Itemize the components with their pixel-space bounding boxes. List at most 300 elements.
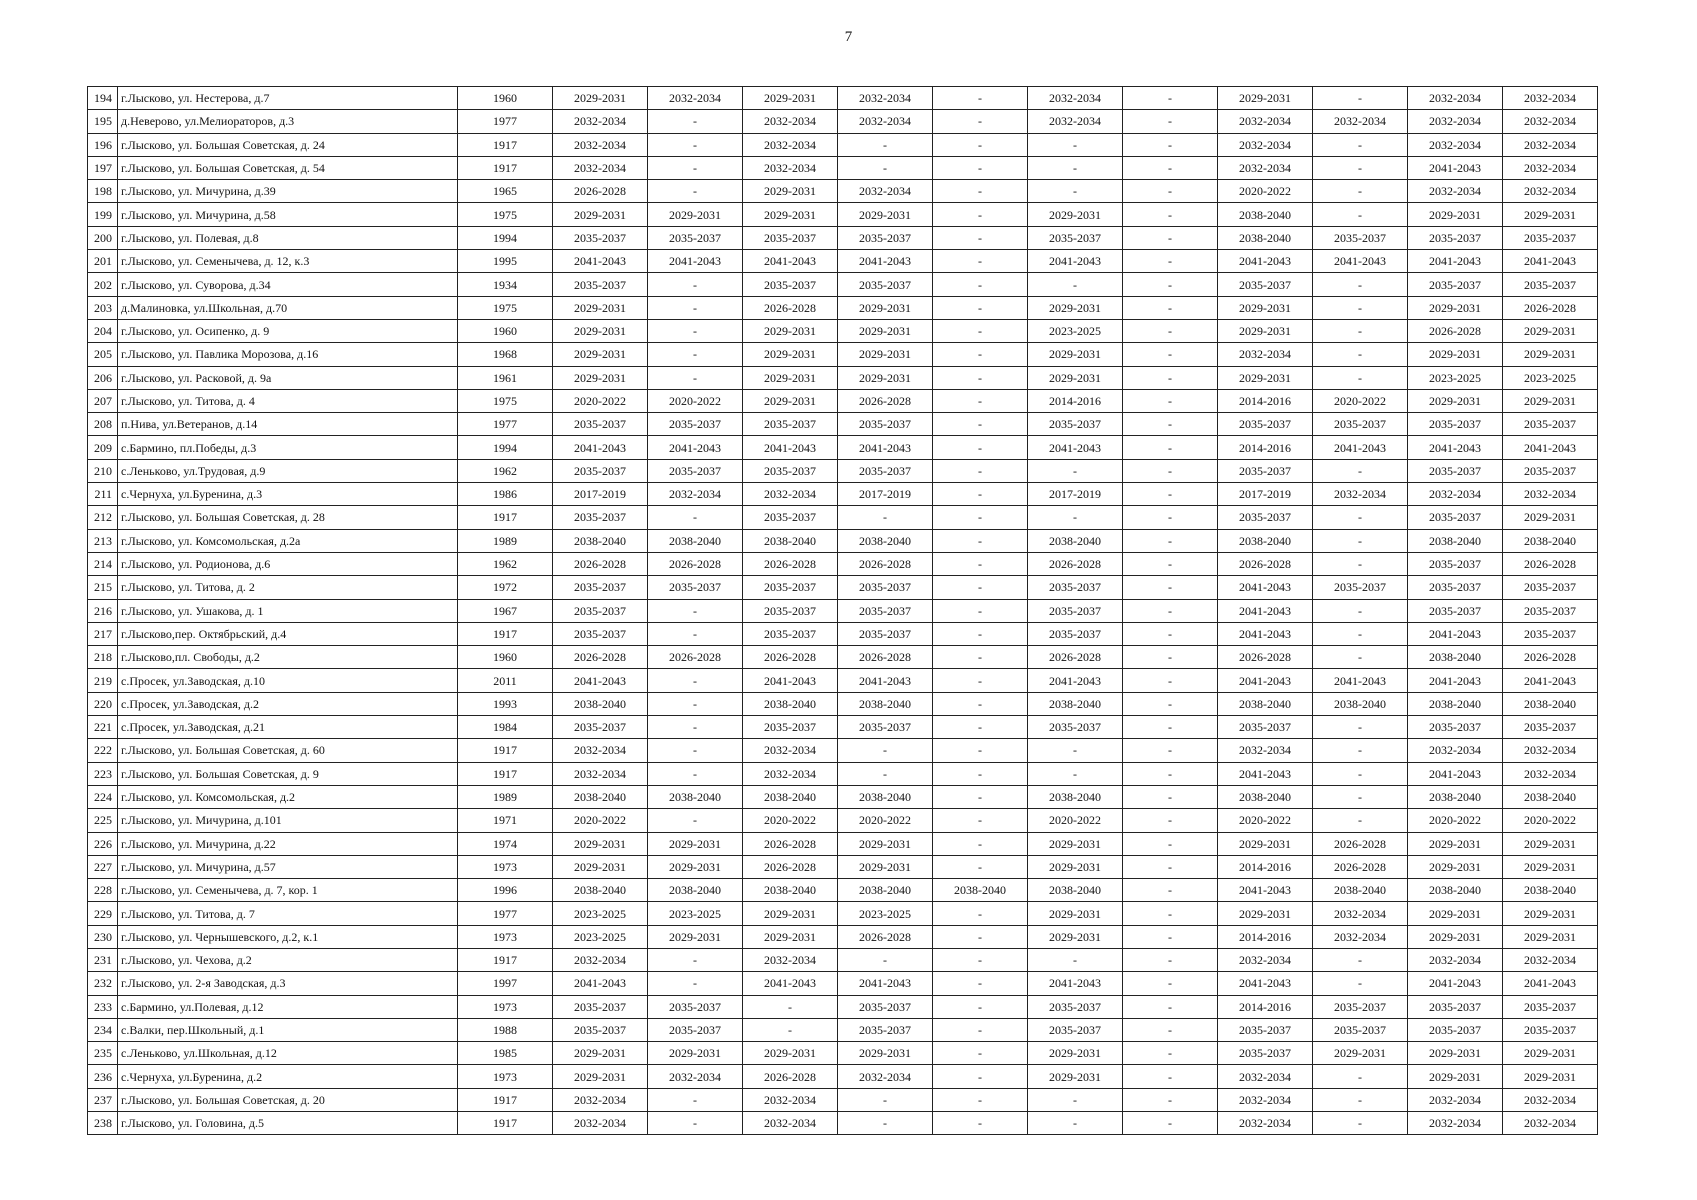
repair-period-cell: 2035-2037 xyxy=(648,226,743,249)
repair-period-cell: 2026-2028 xyxy=(553,646,648,669)
repair-period-cell: - xyxy=(1123,622,1218,645)
repair-period-cell: 2038-2040 xyxy=(648,785,743,808)
repair-period-cell: - xyxy=(1123,879,1218,902)
repair-period-cell: 2035-2037 xyxy=(1503,622,1598,645)
year-built-cell: 1975 xyxy=(458,296,553,319)
repair-period-cell: 2035-2037 xyxy=(1503,995,1598,1018)
repair-period-cell: 2035-2037 xyxy=(1028,716,1123,739)
repair-period-cell: 2035-2037 xyxy=(648,1018,743,1041)
repair-period-cell: 2029-2031 xyxy=(1503,1042,1598,1065)
repair-period-cell: 2026-2028 xyxy=(1503,646,1598,669)
repair-period-cell: 2020-2022 xyxy=(1218,809,1313,832)
repair-period-cell: 2029-2031 xyxy=(648,1042,743,1065)
repair-period-cell: - xyxy=(648,366,743,389)
year-built-cell: 1977 xyxy=(458,110,553,133)
repair-period-cell: 2035-2037 xyxy=(1028,622,1123,645)
year-built-cell: 1994 xyxy=(458,226,553,249)
repair-period-cell: - xyxy=(1123,343,1218,366)
repair-period-cell: 2032-2034 xyxy=(648,483,743,506)
repair-period-cell: 2038-2040 xyxy=(1503,529,1598,552)
table-row xyxy=(88,1042,1598,1065)
repair-period-cell: - xyxy=(648,622,743,645)
repair-period-cell: - xyxy=(933,226,1028,249)
repair-period-cell: 2029-2031 xyxy=(1218,366,1313,389)
repair-period-cell: 2026-2028 xyxy=(553,552,648,575)
table-row xyxy=(88,366,1598,389)
repair-period-cell: 2023-2025 xyxy=(1408,366,1503,389)
table-row xyxy=(88,879,1598,902)
year-built-cell: 1984 xyxy=(458,716,553,739)
repair-period-cell: - xyxy=(1123,203,1218,226)
repair-period-cell: 2035-2037 xyxy=(1313,1018,1408,1041)
row-number-cell: 216 xyxy=(88,599,118,622)
repair-period-cell: 2038-2040 xyxy=(743,879,838,902)
repair-period-cell: 2041-2043 xyxy=(648,436,743,459)
repair-period-cell: 2032-2034 xyxy=(1503,739,1598,762)
address-cell: г.Лысково, ул. Мичурина, д.57 xyxy=(118,855,458,878)
repair-period-cell: 2032-2034 xyxy=(743,762,838,785)
repair-period-cell: 2032-2034 xyxy=(553,156,648,179)
repair-period-cell: - xyxy=(1028,133,1123,156)
repair-period-cell: - xyxy=(1028,762,1123,785)
repair-period-cell: - xyxy=(648,273,743,296)
repair-period-cell: - xyxy=(1028,156,1123,179)
repair-period-cell: - xyxy=(933,972,1028,995)
repair-period-cell: - xyxy=(1313,203,1408,226)
repair-period-cell: 2017-2019 xyxy=(1028,483,1123,506)
repair-period-cell: 2041-2043 xyxy=(553,436,648,459)
repair-period-cell: 2038-2040 xyxy=(1218,785,1313,808)
repair-period-cell: - xyxy=(933,343,1028,366)
repair-period-cell: - xyxy=(933,436,1028,459)
address-cell: г.Лысково, ул. Мичурина, д.22 xyxy=(118,832,458,855)
repair-period-cell: 2014-2016 xyxy=(1028,389,1123,412)
repair-period-cell: 2032-2034 xyxy=(1218,133,1313,156)
row-number-cell: 203 xyxy=(88,296,118,319)
repair-period-cell: 2038-2040 xyxy=(553,879,648,902)
repair-period-cell: 2041-2043 xyxy=(1503,250,1598,273)
repair-period-cell: - xyxy=(1123,646,1218,669)
repair-period-cell: - xyxy=(648,599,743,622)
repair-period-cell: 2029-2031 xyxy=(1408,343,1503,366)
table-row xyxy=(88,1112,1598,1135)
repair-period-cell: - xyxy=(933,110,1028,133)
repair-period-cell: 2032-2034 xyxy=(553,762,648,785)
repair-period-cell: 2032-2034 xyxy=(1503,87,1598,110)
repair-period-cell: 2029-2031 xyxy=(1408,902,1503,925)
year-built-cell: 1972 xyxy=(458,576,553,599)
repair-period-cell: - xyxy=(933,273,1028,296)
repair-period-cell: - xyxy=(933,855,1028,878)
year-built-cell: 1997 xyxy=(458,972,553,995)
repair-period-cell: 2041-2043 xyxy=(1408,622,1503,645)
year-built-cell: 1917 xyxy=(458,948,553,971)
repair-period-cell: 2038-2040 xyxy=(1408,785,1503,808)
repair-period-cell: 2023-2025 xyxy=(1028,319,1123,342)
repair-period-cell: - xyxy=(1123,87,1218,110)
repair-period-cell: 2029-2031 xyxy=(1503,832,1598,855)
row-number-cell: 238 xyxy=(88,1112,118,1135)
repair-period-cell: 2029-2031 xyxy=(1028,925,1123,948)
address-cell: д.Малиновка, ул.Школьная, д.70 xyxy=(118,296,458,319)
repair-period-cell: - xyxy=(1123,366,1218,389)
page-number: 7 xyxy=(844,29,853,45)
repair-period-cell: 2029-2031 xyxy=(743,366,838,389)
repair-period-cell: - xyxy=(1123,483,1218,506)
repair-period-cell: - xyxy=(1123,389,1218,412)
address-cell: п.Нива, ул.Ветеранов, д.14 xyxy=(118,413,458,436)
repair-period-cell: 2026-2028 xyxy=(743,552,838,575)
repair-period-cell: 2029-2031 xyxy=(1408,925,1503,948)
repair-period-cell: 2032-2034 xyxy=(1218,1088,1313,1111)
repair-period-cell: 2038-2040 xyxy=(838,692,933,715)
repair-period-cell: 2038-2040 xyxy=(1503,785,1598,808)
repair-period-cell: 2032-2034 xyxy=(1218,739,1313,762)
repair-period-cell: - xyxy=(838,739,933,762)
repair-period-cell: - xyxy=(1123,1112,1218,1135)
year-built-cell: 2011 xyxy=(458,669,553,692)
repair-period-cell: 2029-2031 xyxy=(1408,296,1503,319)
repair-period-cell: 2038-2040 xyxy=(1028,692,1123,715)
year-built-cell: 1917 xyxy=(458,762,553,785)
repair-period-cell: 2032-2034 xyxy=(648,1065,743,1088)
repair-period-cell: 2035-2037 xyxy=(648,413,743,436)
repair-period-cell: 2029-2031 xyxy=(553,832,648,855)
address-cell: г.Лысково, ул. Расковой, д. 9а xyxy=(118,366,458,389)
row-number-cell: 195 xyxy=(88,110,118,133)
repair-period-cell: 2041-2043 xyxy=(838,250,933,273)
repair-period-cell: - xyxy=(1313,552,1408,575)
repair-period-cell: - xyxy=(648,716,743,739)
repair-period-cell: 2035-2037 xyxy=(838,1018,933,1041)
repair-period-cell: - xyxy=(1123,226,1218,249)
table-body xyxy=(88,87,1598,1135)
table-row xyxy=(88,250,1598,273)
address-cell: г.Лысково,пл. Свободы, д.2 xyxy=(118,646,458,669)
repair-period-cell: 2029-2031 xyxy=(1028,855,1123,878)
year-built-cell: 1917 xyxy=(458,1112,553,1135)
repair-period-cell: 2041-2043 xyxy=(743,972,838,995)
repair-period-cell: - xyxy=(933,459,1028,482)
row-number-cell: 233 xyxy=(88,995,118,1018)
address-cell: г.Лысково, ул. Суворова, д.34 xyxy=(118,273,458,296)
year-built-cell: 1917 xyxy=(458,506,553,529)
repair-period-cell: 2026-2028 xyxy=(743,832,838,855)
repair-period-cell: 2029-2031 xyxy=(1028,1042,1123,1065)
repair-period-cell: - xyxy=(1123,250,1218,273)
repair-period-cell: 2023-2025 xyxy=(838,902,933,925)
table-row xyxy=(88,902,1598,925)
row-number-cell: 227 xyxy=(88,855,118,878)
table-row xyxy=(88,972,1598,995)
repair-period-cell: - xyxy=(1313,809,1408,832)
repair-period-cell: - xyxy=(933,739,1028,762)
repair-period-cell: 2035-2037 xyxy=(648,995,743,1018)
repair-period-cell: - xyxy=(1313,762,1408,785)
repair-period-cell: 2038-2040 xyxy=(1028,879,1123,902)
row-number-cell: 211 xyxy=(88,483,118,506)
repair-period-cell: 2029-2031 xyxy=(553,296,648,319)
repair-period-cell: 2032-2034 xyxy=(1028,110,1123,133)
repair-period-cell: - xyxy=(838,1112,933,1135)
repair-period-cell: 2035-2037 xyxy=(1503,413,1598,436)
row-number-cell: 215 xyxy=(88,576,118,599)
table-row xyxy=(88,669,1598,692)
repair-period-cell: 2035-2037 xyxy=(1028,576,1123,599)
table-row xyxy=(88,273,1598,296)
repair-period-cell: 2041-2043 xyxy=(1028,669,1123,692)
repair-period-cell: - xyxy=(933,319,1028,342)
repair-period-cell: 2041-2043 xyxy=(1218,762,1313,785)
repair-period-cell: 2035-2037 xyxy=(1218,506,1313,529)
repair-period-cell: 2035-2037 xyxy=(743,459,838,482)
repair-period-cell: 2035-2037 xyxy=(1408,273,1503,296)
repair-period-cell: 2032-2034 xyxy=(1408,948,1503,971)
repair-period-cell: 2038-2040 xyxy=(1218,203,1313,226)
repair-period-cell: 2035-2037 xyxy=(553,226,648,249)
table-row xyxy=(88,156,1598,179)
address-cell: с.Чернуха, ул.Буренина, д.2 xyxy=(118,1065,458,1088)
address-cell: г.Лысково, ул. Большая Советская, д. 60 xyxy=(118,739,458,762)
repair-period-cell: 2035-2037 xyxy=(1028,226,1123,249)
address-cell: с.Леньково, ул.Трудовая, д.9 xyxy=(118,459,458,482)
repair-period-cell: 2026-2028 xyxy=(1313,855,1408,878)
repair-period-cell: 2029-2031 xyxy=(1503,203,1598,226)
repair-period-cell: 2029-2031 xyxy=(1218,832,1313,855)
repair-period-cell: 2041-2043 xyxy=(1408,436,1503,459)
table-row xyxy=(88,855,1598,878)
repair-period-cell: 2035-2037 xyxy=(838,226,933,249)
repair-period-cell: 2023-2025 xyxy=(1503,366,1598,389)
repair-period-cell: 2026-2028 xyxy=(1313,832,1408,855)
repair-period-cell: 2029-2031 xyxy=(1218,319,1313,342)
repair-period-cell: 2029-2031 xyxy=(743,87,838,110)
repair-period-cell: 2026-2028 xyxy=(838,925,933,948)
repair-period-cell: 2029-2031 xyxy=(838,855,933,878)
repair-period-cell: - xyxy=(933,1042,1028,1065)
repair-period-cell: - xyxy=(648,296,743,319)
table-row xyxy=(88,739,1598,762)
address-cell: г.Лысково, ул. Большая Советская, д. 54 xyxy=(118,156,458,179)
year-built-cell: 1917 xyxy=(458,622,553,645)
repair-period-cell: - xyxy=(1313,948,1408,971)
repair-period-cell: 2035-2037 xyxy=(838,576,933,599)
repair-period-cell: 2038-2040 xyxy=(1408,529,1503,552)
repair-period-cell: 2038-2040 xyxy=(838,879,933,902)
repair-period-cell: 2014-2016 xyxy=(1218,855,1313,878)
year-built-cell: 1971 xyxy=(458,809,553,832)
repair-period-cell: 2032-2034 xyxy=(553,133,648,156)
repair-period-cell: 2026-2028 xyxy=(1503,296,1598,319)
repair-period-cell: - xyxy=(743,995,838,1018)
repair-period-cell: - xyxy=(933,576,1028,599)
repair-period-cell: - xyxy=(933,296,1028,319)
repair-period-cell: 2041-2043 xyxy=(553,972,648,995)
repair-period-cell: - xyxy=(933,366,1028,389)
repair-period-cell: 2029-2031 xyxy=(553,87,648,110)
address-cell: г.Лысково, ул. Титова, д. 2 xyxy=(118,576,458,599)
year-built-cell: 1961 xyxy=(458,366,553,389)
repair-period-cell: - xyxy=(648,1112,743,1135)
year-built-cell: 1973 xyxy=(458,925,553,948)
row-number-cell: 217 xyxy=(88,622,118,645)
repair-period-cell: - xyxy=(1123,576,1218,599)
repair-period-cell: 2041-2043 xyxy=(1503,972,1598,995)
repair-period-cell: 2029-2031 xyxy=(838,832,933,855)
address-cell: с.Валки, пер.Школьный, д.1 xyxy=(118,1018,458,1041)
repair-period-cell: - xyxy=(1313,273,1408,296)
repair-period-cell: 2035-2037 xyxy=(1503,576,1598,599)
repair-period-cell: 2029-2031 xyxy=(553,319,648,342)
table-row xyxy=(88,622,1598,645)
repair-period-cell: - xyxy=(933,995,1028,1018)
address-cell: г.Лысково, ул. Большая Советская, д. 20 xyxy=(118,1088,458,1111)
repair-period-cell: 2035-2037 xyxy=(1503,226,1598,249)
repair-period-cell: - xyxy=(1313,1112,1408,1135)
repair-period-cell: 2032-2034 xyxy=(1028,87,1123,110)
repair-period-cell: - xyxy=(648,506,743,529)
repair-period-cell: 2032-2034 xyxy=(1218,156,1313,179)
repair-period-cell: 2035-2037 xyxy=(1408,226,1503,249)
repair-period-cell: 2035-2037 xyxy=(1408,506,1503,529)
repair-period-cell: 2026-2028 xyxy=(1028,646,1123,669)
repair-period-cell: 2041-2043 xyxy=(1313,669,1408,692)
repair-period-cell: - xyxy=(648,809,743,832)
repair-period-cell: 2038-2040 xyxy=(1408,879,1503,902)
repair-period-cell: - xyxy=(648,739,743,762)
repair-period-cell: 2035-2037 xyxy=(743,226,838,249)
repair-period-cell: 2038-2040 xyxy=(1313,879,1408,902)
address-cell: г.Лысково, ул. Большая Советская, д. 24 xyxy=(118,133,458,156)
repair-period-cell: - xyxy=(1028,506,1123,529)
row-number-cell: 208 xyxy=(88,413,118,436)
repair-period-cell: 2032-2034 xyxy=(553,110,648,133)
repair-period-cell: 2041-2043 xyxy=(1408,250,1503,273)
housing-repair-schedule-table xyxy=(87,86,1598,1135)
address-cell: г.Лысково, ул. Головина, д.5 xyxy=(118,1112,458,1135)
repair-period-cell: 2029-2031 xyxy=(553,343,648,366)
repair-period-cell: 2029-2031 xyxy=(1408,855,1503,878)
row-number-cell: 198 xyxy=(88,180,118,203)
repair-period-cell: 2029-2031 xyxy=(743,902,838,925)
repair-period-cell: 2038-2040 xyxy=(1408,692,1503,715)
repair-period-cell: 2032-2034 xyxy=(743,739,838,762)
year-built-cell: 1986 xyxy=(458,483,553,506)
row-number-cell: 223 xyxy=(88,762,118,785)
repair-period-cell: 2032-2034 xyxy=(1503,1088,1598,1111)
address-cell: г.Лысково,пер. Октябрьский, д.4 xyxy=(118,622,458,645)
row-number-cell: 226 xyxy=(88,832,118,855)
repair-period-cell: 2035-2037 xyxy=(553,273,648,296)
repair-period-cell: - xyxy=(933,948,1028,971)
repair-period-cell: 2020-2022 xyxy=(553,389,648,412)
repair-period-cell: 2032-2034 xyxy=(1503,110,1598,133)
address-cell: с.Бармино, ул.Полевая, д.12 xyxy=(118,995,458,1018)
repair-period-cell: 2035-2037 xyxy=(838,599,933,622)
repair-period-cell: - xyxy=(838,133,933,156)
repair-period-cell: - xyxy=(1123,156,1218,179)
repair-period-cell: 2035-2037 xyxy=(1218,273,1313,296)
table-row xyxy=(88,995,1598,1018)
repair-period-cell: 2032-2034 xyxy=(838,180,933,203)
repair-period-cell: 2032-2034 xyxy=(1408,87,1503,110)
repair-period-cell: - xyxy=(1123,995,1218,1018)
repair-period-cell: - xyxy=(1123,413,1218,436)
repair-period-cell: 2041-2043 xyxy=(743,669,838,692)
repair-period-cell: 2029-2031 xyxy=(743,319,838,342)
repair-period-cell: 2026-2028 xyxy=(648,552,743,575)
repair-period-cell: 2029-2031 xyxy=(1503,1065,1598,1088)
repair-period-cell: 2038-2040 xyxy=(553,529,648,552)
repair-period-cell: 2029-2031 xyxy=(1503,902,1598,925)
year-built-cell: 1973 xyxy=(458,855,553,878)
repair-period-cell: 2032-2034 xyxy=(648,87,743,110)
year-built-cell: 1977 xyxy=(458,902,553,925)
repair-period-cell: - xyxy=(648,180,743,203)
repair-period-cell: - xyxy=(1313,529,1408,552)
repair-period-cell: 2032-2034 xyxy=(743,483,838,506)
repair-period-cell: 2032-2034 xyxy=(1408,133,1503,156)
repair-period-cell: 2035-2037 xyxy=(1408,576,1503,599)
table-row xyxy=(88,716,1598,739)
repair-period-cell: - xyxy=(648,110,743,133)
repair-period-cell: 2035-2037 xyxy=(838,273,933,296)
repair-period-cell: 2032-2034 xyxy=(1218,948,1313,971)
repair-period-cell: 2023-2025 xyxy=(553,902,648,925)
address-cell: г.Лысково, ул. Титова, д. 7 xyxy=(118,902,458,925)
repair-period-cell: 2029-2031 xyxy=(1408,389,1503,412)
repair-period-cell: 2029-2031 xyxy=(553,366,648,389)
repair-period-cell: - xyxy=(933,622,1028,645)
row-number-cell: 220 xyxy=(88,692,118,715)
year-built-cell: 1917 xyxy=(458,739,553,762)
address-cell: с.Просек, ул.Заводская, д.10 xyxy=(118,669,458,692)
repair-period-cell: 2032-2034 xyxy=(553,1088,648,1111)
repair-period-cell: 2026-2028 xyxy=(743,1065,838,1088)
row-number-cell: 214 xyxy=(88,552,118,575)
repair-period-cell: 2038-2040 xyxy=(1503,692,1598,715)
repair-period-cell: - xyxy=(1313,622,1408,645)
repair-period-cell: - xyxy=(1028,1088,1123,1111)
repair-period-cell: 2038-2040 xyxy=(838,529,933,552)
repair-period-cell: 2041-2043 xyxy=(1313,250,1408,273)
repair-period-cell: 2029-2031 xyxy=(1028,832,1123,855)
year-built-cell: 1960 xyxy=(458,646,553,669)
repair-period-cell: 2038-2040 xyxy=(553,692,648,715)
repair-period-cell: - xyxy=(933,529,1028,552)
repair-period-cell: 2035-2037 xyxy=(1313,576,1408,599)
repair-period-cell: 2038-2040 xyxy=(838,785,933,808)
repair-period-cell: - xyxy=(1123,459,1218,482)
row-number-cell: 197 xyxy=(88,156,118,179)
repair-period-cell: 2035-2037 xyxy=(743,576,838,599)
repair-period-cell: 2020-2022 xyxy=(1408,809,1503,832)
row-number-cell: 222 xyxy=(88,739,118,762)
year-built-cell: 1917 xyxy=(458,1088,553,1111)
repair-period-cell: 2032-2034 xyxy=(1503,180,1598,203)
repair-period-cell: 2029-2031 xyxy=(838,296,933,319)
repair-period-cell: - xyxy=(1123,762,1218,785)
repair-period-cell: 2029-2031 xyxy=(838,203,933,226)
year-built-cell: 1962 xyxy=(458,459,553,482)
year-built-cell: 1917 xyxy=(458,156,553,179)
repair-period-cell: - xyxy=(933,809,1028,832)
repair-period-cell: 2035-2037 xyxy=(553,413,648,436)
repair-period-cell: - xyxy=(1313,133,1408,156)
repair-period-cell: 2041-2043 xyxy=(1313,436,1408,459)
table-row xyxy=(88,203,1598,226)
repair-period-cell: - xyxy=(648,762,743,785)
